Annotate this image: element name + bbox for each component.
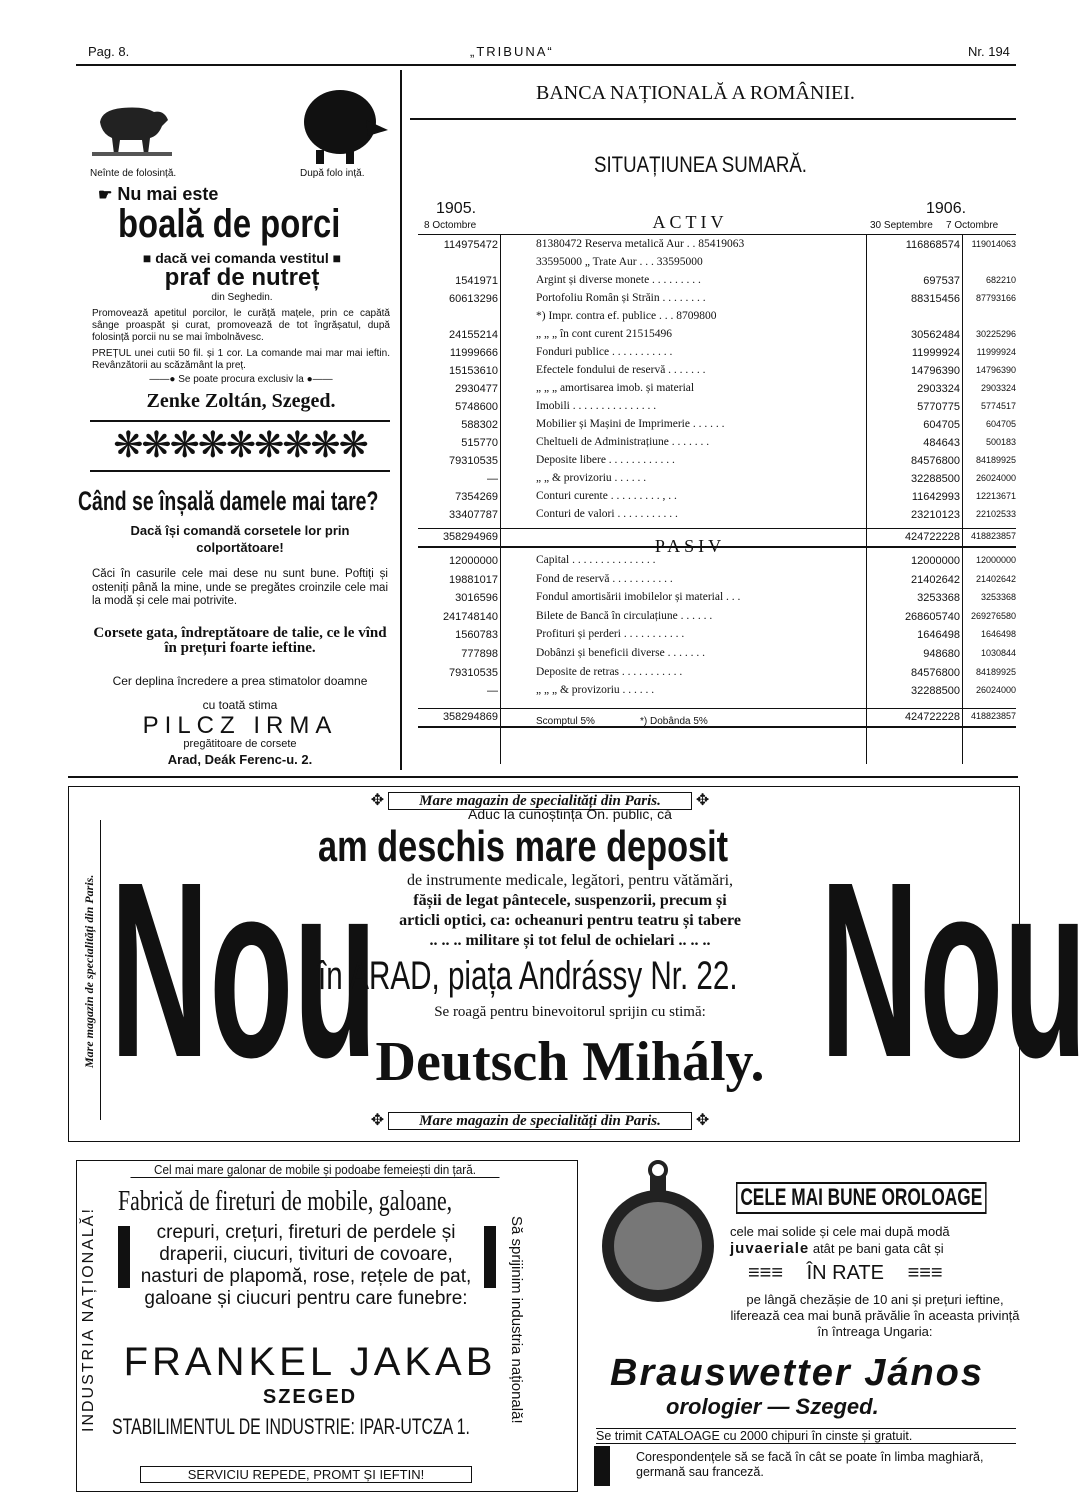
activ-row-label: Imobili . . . . . . . . . . . . . . . <box>536 400 657 412</box>
frankel-name: FRANKEL JAKAB <box>123 1340 497 1384</box>
activ-value-left: 24155214 <box>449 329 498 341</box>
pasiv-value-r1: 948680 <box>923 648 960 660</box>
pasiv-value-r2: 84189925 <box>975 666 1016 677</box>
pasiv-value-r1: 3253368 <box>917 592 960 605</box>
activ-value-left: — <box>487 473 498 485</box>
activ-value-left: 7354269 <box>455 491 498 503</box>
bank-title: BANCA NAȚIONALĂ A ROMÂNIEI. <box>536 82 855 104</box>
activ-value-r1: 32288500 <box>911 473 960 485</box>
pasiv-value-left: — <box>487 685 498 698</box>
ornament-icon: ✥ <box>695 792 710 809</box>
deutsch-line3: articli optici, ca: ocheanuri pentru teatru și tabere <box>399 912 741 929</box>
activ-value-r2: 604705 <box>985 419 1016 429</box>
col-rule-left <box>500 234 501 764</box>
pasiv-row-label: Bilete de Bancă în circulațiune . . . . . . <box>536 609 713 622</box>
watch-name: Brauswetter János <box>610 1352 985 1394</box>
frankel-city: SZEGED <box>262 1386 358 1408</box>
activ-label: ACTIV <box>652 212 728 232</box>
column-divider <box>400 70 402 770</box>
nou-left: Nou <box>110 830 378 1109</box>
activ-value-r1: 88315456 <box>911 293 960 305</box>
pasiv-value-r2: 26024000 <box>975 685 1016 696</box>
nou-right: Nou <box>820 830 1087 1109</box>
pasiv-row-label: Fond de reservă . . . . . . . . . . . <box>536 572 673 585</box>
activ-value-left: 79310535 <box>449 455 498 467</box>
watch-bar <box>594 1446 610 1486</box>
activ-value-left: 11999666 <box>449 347 498 359</box>
deutsch-side-label: Mare magazin de specialități din Paris. <box>82 874 96 1068</box>
pig-ad-line1: ☛ Nu mai este <box>98 184 219 204</box>
activ-value-r1: 604705 <box>923 419 960 431</box>
watch-lang: Corespondențele să se facă în cât se poate în limba maghiară, germană sau franceză. <box>636 1450 984 1479</box>
deutsch-line1: de instrumente medicale, legători, pentru vătămări, <box>406 872 734 889</box>
frankel-side-left: INDUSTRIA NAȚIONALĂ! <box>80 1207 97 1433</box>
pig-ad-body: Promovează apetitul porcilor, le curăță mațele, prin ce capătă sânge proaspăt și curat, promovează de tot îngrășatul, după folosință porcii nu se mai îmbolnăvesc. <box>92 308 390 343</box>
activ-value-r2: 87793166 <box>975 293 1016 303</box>
pasiv-row-label: Dobânzi și beneficii diverse . . . . . . . <box>536 647 705 659</box>
ornament-rule <box>90 470 390 472</box>
pig-ad-line2: boală de porci <box>118 202 341 246</box>
activ-value-r1: 84576800 <box>911 455 960 467</box>
corset-sub: Dacă își comandă corsetele lor prin colportătoare! <box>130 523 350 555</box>
activ-value-r1: 11999924 <box>911 347 960 359</box>
corset-regards: cu toată stima <box>202 698 278 712</box>
activ-value-r2: 11999924 <box>976 347 1016 357</box>
pasiv-value-left: 3016596 <box>455 592 498 605</box>
activ-row-label: Efectele fondului de reservă . . . . . . . <box>536 364 706 376</box>
pig-ad-line3: ■ dacă vei comanda vestitul ■ <box>142 250 342 266</box>
pig-ad-line5: din Seghedin. <box>211 292 273 303</box>
pasiv-value-left: 12000000 <box>449 555 498 567</box>
activ-value-r1: 23210123 <box>911 509 960 521</box>
pasiv-total-rule2 <box>418 726 1016 728</box>
footnote-dobanda: *) Dobânda 5% <box>640 716 708 727</box>
activ-value-left: 114975472 <box>443 239 498 251</box>
activ-value-r2: 682210 <box>985 275 1016 285</box>
deutsch-line4: .. .. .. militare și tot felul de ochielari .. .. .. <box>429 932 711 949</box>
ornament-icon: ✥ <box>370 1112 385 1129</box>
activ-row-label: „ „ „ amortisarea imob. și material <box>536 382 695 394</box>
activ-value-r2: 119014063 <box>971 239 1016 249</box>
pasiv-total-r2: 418823857 <box>970 711 1016 721</box>
pasiv-value-left: 777898 <box>461 648 498 660</box>
activ-row-label: Fonduri publice . . . . . . . . . . . <box>536 346 673 358</box>
activ-value-r2: 22102533 <box>975 509 1016 519</box>
section-rule <box>68 776 1018 778</box>
activ-row-label: Portofoliu Român și Străin . . . . . . . . <box>536 292 706 304</box>
pasiv-value-left: 19881017 <box>449 573 498 586</box>
date-1906-a: 30 Septembre <box>870 220 933 231</box>
activ-value-r2: 5774517 <box>980 401 1016 411</box>
activ-value-r2: 26024000 <box>975 473 1016 483</box>
pig-ad-line4: praf de nutreț <box>164 264 320 291</box>
activ-value-r2: 84189925 <box>975 455 1016 465</box>
activ-value-r1: 2903324 <box>917 383 960 395</box>
activ-value-r2: 2903324 <box>980 383 1016 393</box>
deutsch-name: Deutsch Mihály. <box>375 1031 765 1093</box>
newspaper-title: „TRIBUNA“ <box>470 44 554 59</box>
activ-row-label: 81380472 Reserva metalică Aur . . 85419063 <box>536 238 745 250</box>
watch-line2: juvaeriale atât pe bani gata cât și <box>730 1240 944 1257</box>
year-1906: 1906. <box>926 200 967 217</box>
activ-value-left: 60613296 <box>449 293 498 305</box>
bank-subtitle: SITUAȚIUNEA SUMARĂ. <box>594 152 808 177</box>
activ-value-r1: 30562484 <box>911 329 960 341</box>
frankel-service: SERVICIU REPEDE, PROMT ȘI IEFTIN! <box>140 1466 472 1483</box>
pasiv-value-left: 1560783 <box>455 629 498 642</box>
header-rule <box>76 64 1016 66</box>
activ-row-label: Deposite libere . . . . . . . . . . . . <box>536 454 675 466</box>
frankel-body: crepuri, crețuri, fireturi de perdele și draperii, ciucuri, tivituri de covoare, nasturi de plapomă, rose, rețele de pat, galoane și ciucuri pentru care funebre: <box>140 1222 472 1309</box>
table-rule-top <box>418 234 1016 235</box>
pasiv-value-r2: 1030844 <box>980 648 1016 658</box>
activ-value-left: 33407787 <box>449 509 498 521</box>
ornament-icon: ✥ <box>695 1112 710 1129</box>
activ-row-label: Mobilier și Mașini de Imprimerie . . . . . . <box>536 418 725 430</box>
activ-value-left: 588302 <box>461 419 498 431</box>
pasiv-value-r2: 21402642 <box>975 573 1016 584</box>
pasiv-total-rule <box>418 708 1016 709</box>
activ-row-label: Conturi de valori . . . . . . . . . . . <box>536 508 678 520</box>
corset-address: Arad, Deák Ferenc-u. 2. <box>167 752 313 767</box>
pasiv-value-r2: 269276580 <box>970 610 1016 621</box>
activ-row-label: Conturi curente . . . . . . . . . , . . <box>536 490 677 502</box>
col-rule-right <box>962 234 963 764</box>
activ-value-r2: 500183 <box>985 437 1016 447</box>
page-number: Pag. 8. <box>88 44 130 59</box>
deutsch-side-rule <box>100 820 101 1120</box>
pasiv-value-r1: 12000000 <box>911 555 960 567</box>
watch-line3: pe lângă chezășie de 10 ani și prețuri ieftine, liferează cea mai bună prăvălie în aceasta privință în întreaga Ungaria: <box>730 1292 1020 1339</box>
bank-title-rule <box>410 118 1016 120</box>
activ-value-left: 515770 <box>461 437 498 449</box>
activ-value-r1: 484643 <box>923 437 960 449</box>
pasiv-value-left: 241748140 <box>442 610 498 623</box>
activ-total-left: 358294969 <box>442 531 498 543</box>
watch-role: orologier — Szeged. <box>666 1394 879 1419</box>
deutsch-banner-top: ✥ Mare magazin de specialități din Paris. ✥ <box>370 792 710 809</box>
pasiv-value-r2: 3253368 <box>980 592 1016 603</box>
pig-after-illustration <box>296 80 392 166</box>
activ-row-label: „ „ „ în cont curent 21515496 <box>536 328 673 340</box>
caption-before: Neînte de folosință. <box>90 168 177 179</box>
pig-ad-procure: ——● Se poate procura exclusiv la ●—— <box>149 374 333 385</box>
col-rule-mid <box>866 234 867 764</box>
frankel-bar-right <box>484 1226 496 1288</box>
activ-total-r1: 424722228 <box>904 531 960 543</box>
watch-catalog: Se trimit CATALOAGE cu 2000 chipuri în cinste și gratuit. <box>596 1428 1016 1444</box>
activ-value-left: 5748600 <box>455 401 498 413</box>
frankel-top: Cel mai mare galonar de mobile și podoabe femeiești din țară. <box>131 1162 500 1178</box>
deutsch-banner-bottom: ✥ Mare magazin de specialități din Paris. ✥ <box>370 1112 710 1129</box>
activ-value-r1: 11642993 <box>911 491 960 503</box>
activ-value-left: 15153610 <box>449 365 498 377</box>
corset-role: pregătitoare de corsete <box>183 738 297 750</box>
pasiv-value-r1: 32288500 <box>911 685 960 698</box>
activ-row-label: *) Impr. contra ef. publice . . . 8709800 <box>536 310 717 322</box>
pasiv-row-label: „ „ „ & provizoriu . . . . . . <box>536 684 655 697</box>
pasiv-value-r1: 268605740 <box>904 610 960 623</box>
activ-value-r1: 5770775 <box>917 401 960 413</box>
frankel-title: Fabrică de fireturi de mobile, galoane, <box>118 1186 453 1217</box>
pasiv-row-label: Capital . . . . . . . . . . . . . . . <box>536 554 656 566</box>
pasiv-total-left: 358294869 <box>442 711 498 723</box>
frankel-side-right: Să sprijinim industria națională! <box>508 1216 525 1424</box>
pocket-watch-illustration <box>596 1160 720 1306</box>
caption-after: După folo ință. <box>300 168 365 179</box>
activ-value-r2: 14796390 <box>975 365 1016 375</box>
deutsch-headline: am deschis mare deposit <box>318 822 729 871</box>
issue-number: Nr. 194 <box>968 44 1010 59</box>
pasiv-row-label: Profituri și perderi . . . . . . . . . . . <box>536 628 685 641</box>
pasiv-total-r1: 424722228 <box>904 711 960 723</box>
activ-row-label: Argint și diverse monete . . . . . . . . . <box>536 274 701 286</box>
deutsch-where: în ARAD, piața Andrássy Nr. 22. <box>318 954 738 998</box>
square-bullet-icon: ■ <box>332 250 342 266</box>
pointing-hand-icon: ☛ <box>98 187 113 204</box>
activ-value-r1: 697537 <box>923 275 960 287</box>
corset-slogan: Corsete gata, îndreptătoare de talie, ce le vînd în prețuri foarte ieftine. <box>93 625 387 656</box>
corset-headline: Când se înșală damele mai tare? <box>78 486 379 516</box>
pig-ad-rule <box>90 420 390 422</box>
pasiv-value-r1: 84576800 <box>911 666 960 679</box>
activ-value-r1: 14796390 <box>911 365 960 377</box>
watch-line1: cele mai solide și cele mai după modă <box>730 1224 950 1239</box>
activ-total-rule <box>418 528 1016 529</box>
pasiv-label: PASIV <box>654 536 726 556</box>
activ-value-r2: 30225296 <box>975 329 1016 339</box>
pasiv-value-r1: 1646498 <box>917 629 960 642</box>
activ-value-r1: 116868574 <box>905 239 960 251</box>
activ-value-r2: 12213671 <box>975 491 1016 501</box>
deutsch-line2: fășii de legat pântecele, suspenzorii, precum și <box>413 892 727 909</box>
footnote-scompt: Scomptul 5% <box>536 716 595 727</box>
activ-row-label: Cheltueli de Administrațiune . . . . . . . <box>536 436 710 448</box>
activ-value-left: 1541971 <box>455 275 498 287</box>
pig-before-illustration <box>92 92 172 160</box>
activ-value-left: 2930477 <box>455 383 498 395</box>
deutsch-intro: Aduc la cunoștința On. public, că <box>468 806 672 822</box>
ornament-row: ❋❋❋❋❋❋❋❋❋ <box>113 425 367 465</box>
activ-row-label: „ „ & provizoriu . . . . . . <box>536 472 647 484</box>
frankel-est: STABILIMENTUL DE INDUSTRIE: IPAR-UTCZA 1. <box>112 1414 470 1439</box>
activ-total-r2: 418823857 <box>970 531 1016 541</box>
pasiv-value-left: 79310535 <box>449 666 498 679</box>
watch-title: CELE MAI BUNE OROLOAGE <box>736 1182 987 1214</box>
pig-ad-seller: Zenke Zoltán, Szeged. <box>146 390 336 412</box>
year-1905: 1905. <box>436 200 477 217</box>
watch-rate: ≡≡≡ ÎN RATE ≡≡≡ <box>748 1262 943 1284</box>
square-bullet-icon: ■ <box>142 250 152 266</box>
frankel-bar-left <box>118 1226 130 1288</box>
pig-ad-price: PREȚUL unei cutii 50 fil. și 1 cor. La comande mai mar mai ieftin. Revânzătorii au scăzământ la preț. <box>92 348 390 371</box>
pasiv-row-label: Fondul amortisării imobilelor și material . . . <box>536 591 741 604</box>
corset-trust: Cer deplina încredere a prea stimatolor doamne <box>112 674 368 688</box>
activ-row-label: 33595000 „ Trate Aur . . . 33595000 <box>536 256 703 268</box>
ornament-icon: ✥ <box>370 792 385 809</box>
pasiv-value-r2: 1646498 <box>980 629 1016 640</box>
date-1905: 8 Octombre <box>424 220 477 231</box>
corset-name: PILCZ IRMA <box>142 712 338 739</box>
pasiv-row-label: Deposite de retras . . . . . . . . . . . <box>536 665 683 678</box>
corset-body: Căci în casurile cele mai dese nu sunt bune. Poftiți și osteniți până la mine, unde se pregătes croinzile cele mai la modă și cele mai potrivite. <box>92 568 388 607</box>
pasiv-value-r2: 12000000 <box>975 555 1016 565</box>
deutsch-ask: Se roagă pentru binevoitorul sprijin cu stimă: <box>434 1004 706 1020</box>
pasiv-value-r1: 21402642 <box>911 573 960 586</box>
date-1906-b: 7 Octombre <box>946 220 999 231</box>
